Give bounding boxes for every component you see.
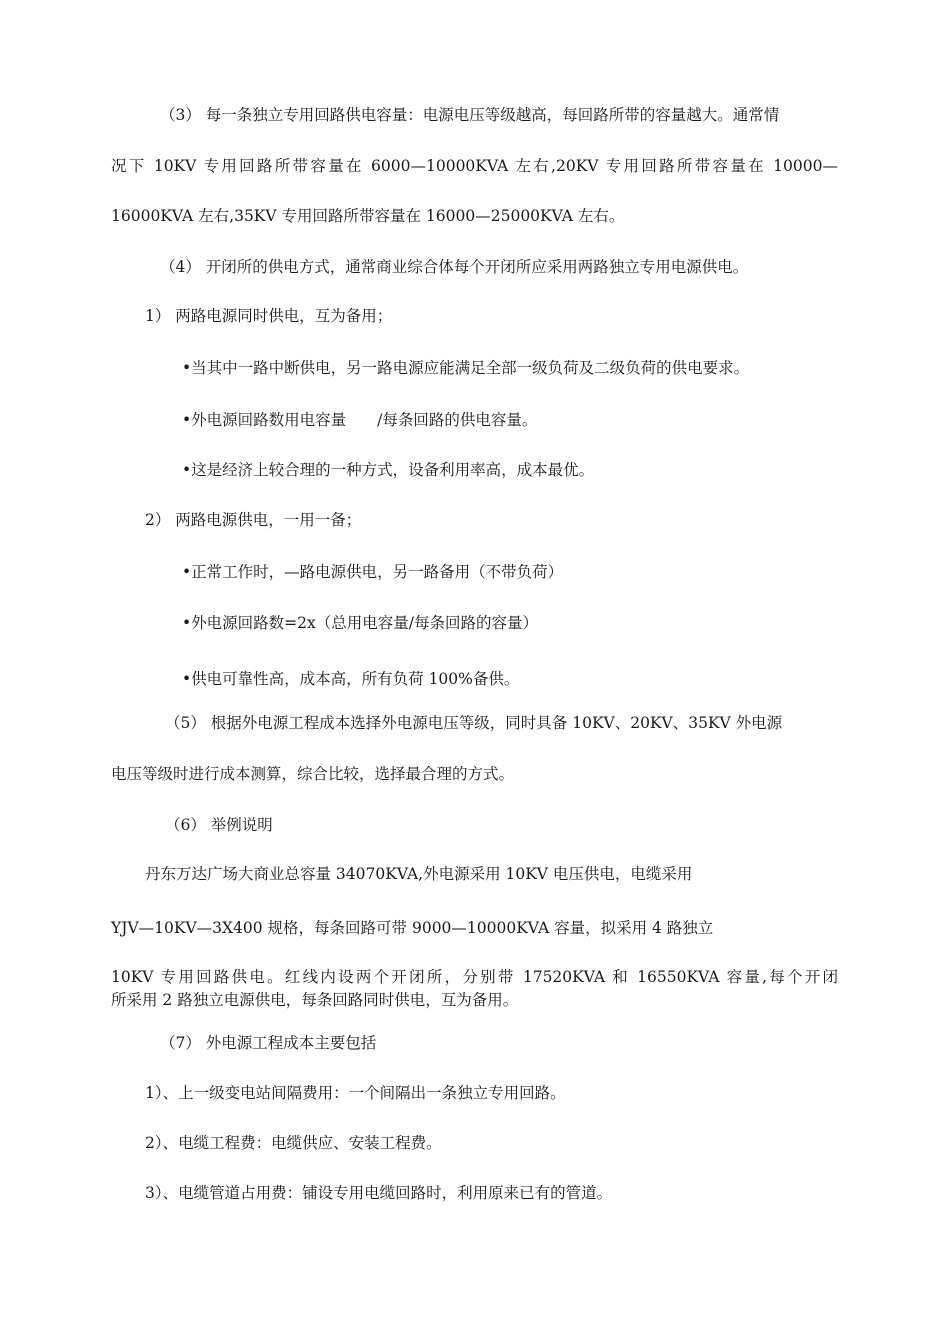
- item-2-bullet-3: •供电可靠性高，成本高，所有负荷 100%备供。: [182, 670, 520, 688]
- item-2-heading: 2） 两路电源供电，一用一备；: [145, 511, 362, 529]
- paragraph-3-line-1: （3） 每一条独立专用回路供电容量：电源电压等级越高，每回路所带的容量越大。通常情: [160, 106, 780, 124]
- cost-item-1: 1）、上一级变电站间隔费用：一个间隔出一条独立专用回路。: [145, 1084, 566, 1102]
- paragraph-5-line-1: （5） 根据外电源工程成本选择外电源电压等级，同时具备 10KV、20KV、35KV 外电源: [165, 714, 783, 732]
- item-1-bullet-1: •当其中一路中断供电，另一路电源应能满足全部一级负荷及二级负荷的供电要求。: [182, 359, 750, 377]
- cost-item-3: 3）、电缆管道占用费：铺设专用电缆回路时，利用原来已有的管道。: [145, 1184, 613, 1202]
- paragraph-3-line-3: 16000KVA 左右,35KV 专用回路所带容量在 16000—25000KVA 左右。: [111, 207, 625, 225]
- paragraph-5-line-2: 电压等级时进行成本测算，综合比较，选择最合理的方式。: [111, 765, 515, 783]
- paragraph-3-line-2: 况下 10KV 专用回路所带容量在 6000—10000KVA 左右,20KV 专用回路所带容量在 10000—: [111, 157, 838, 175]
- item-2-bullet-1: •正常工作时，—路电源供电，另一路备用（不带负荷）: [182, 563, 564, 581]
- example-line-2: YJV—10KV—3X400 规格，每条回路可带 9000—10000KVA 容量，拟采用 4 路独立: [111, 919, 714, 937]
- item-1-heading: 1） 两路电源同时供电，互为备用；: [145, 307, 393, 325]
- example-line-3: 10KV 专用回路供电。红线内设两个开闭所，分别带 17520KVA 和 16550KVA 容量,每个开闭: [111, 968, 838, 986]
- cost-item-2: 2）、电缆工程费：电缆供应、安装工程费。: [145, 1134, 442, 1152]
- paragraph-7-heading: （7） 外电源工程成本主要包括: [160, 1034, 377, 1052]
- paragraph-6-heading: （6） 举例说明: [165, 816, 273, 834]
- example-line-1: 丹东万达广场大商业总容量 34070KVA,外电源采用 10KV 电压供电，电缆采用: [145, 865, 693, 883]
- paragraph-4-heading: （4） 开闭所的供电方式，通常商业综合体每个开闭所应采用两路独立专用电源供电。: [160, 258, 749, 276]
- item-1-bullet-3: •这是经济上较合理的一种方式，设备利用率高，成本最优。: [182, 461, 595, 479]
- item-2-bullet-2: •外电源回路数=2x（总用电容量/每条回路的容量）: [182, 614, 538, 632]
- example-line-4: 所采用 2 路独立电源供电，每条回路同时供电，互为备用。: [111, 991, 519, 1009]
- item-1-bullet-2: •外电源回路数用电容量 /每条回路的供电容量。: [182, 411, 538, 429]
